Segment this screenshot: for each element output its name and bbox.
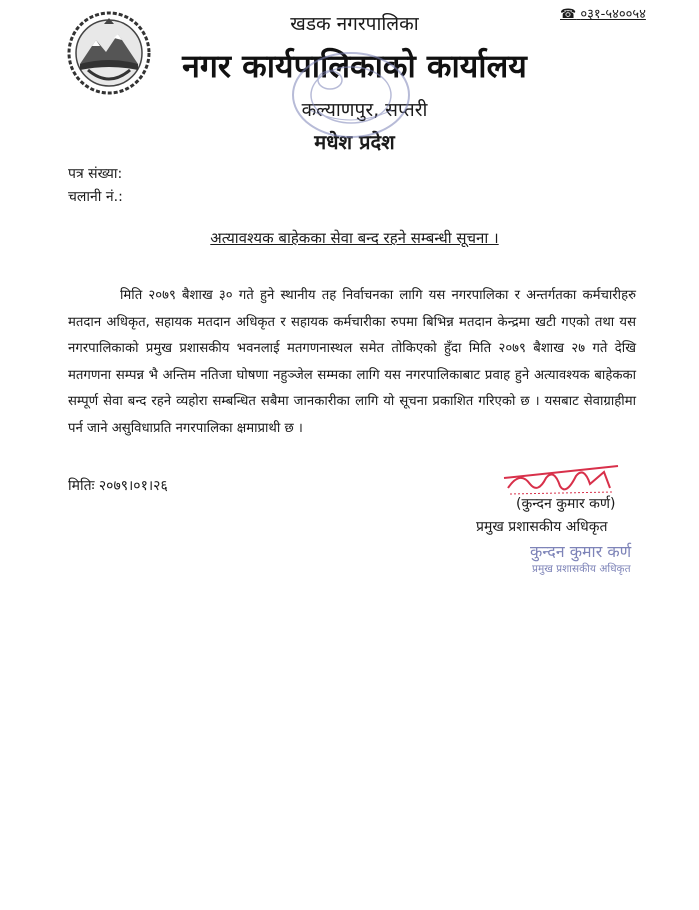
office-seal-icon: [290, 50, 412, 140]
phone-icon: ☎: [560, 7, 577, 22]
office-location: कल्याणपुर, सप्तरी: [301, 99, 428, 121]
notice-subject: अत्यावश्यक बाहेकका सेवा बन्द रहने सम्बन्धी सूचना ।: [210, 229, 499, 247]
municipality-name: खडक नगरपालिका: [290, 13, 419, 35]
letter-number-label: पत्र संख्या:: [68, 166, 123, 182]
name-stamp: कुन्दन कुमार कर्ण: [530, 542, 632, 561]
phone-number-text: ०३१-५४००५४: [580, 7, 646, 22]
signatory-title: प्रमुख प्रशासकीय अधिकृत: [476, 519, 608, 535]
notice-body: मिति २०७९ बैशाख ३० गते हुने स्थानीय तह निर्वाचनका लागि यस नगरपालिका र अन्तर्गतका कर्मचारीहरु मतदान अधिकृत, सहायक मतदान अधिकृत र सहायक कर्मचारीका रुपमा बिभिन्न मतदान केन्द्रमा खटी गएको तथा यस नगरपालिकाको प्रमुख प्रशासकीय भवनलाई मतगणनास्थल समेत तोकिएको हुँदा मिति २०७९ बैशाख २७ गते देखि मतगणना सम्पन्न भै अन्तिम नतिजा घोषणा नहुञ्जेल सम्मका लागि यस नगरपालिकाबाट प्रवाह हुने अत्यावश्यक बाहेकका सम्पूर्ण सेवा बन्द रहने व्यहोरा सम्बन्धित सबैमा जानकारीका लागि यो सूचना प्रकाशित गरिएको छ । यसबाट सेवाग्राहीमा पर्न जाने असुविधाप्रति नगरपालिका क्षमाप्राथी छ ।: [68, 288, 636, 436]
notice-date: मितिः २०७९।०१।२६: [68, 478, 168, 494]
office-title: नगर कार्यपालिकाको कार्यालय: [182, 47, 527, 85]
dispatch-number-label: चलानी नं.:: [68, 189, 123, 205]
province-name: मधेश प्रदेश: [314, 130, 395, 154]
signatory-name: (कुन्दन कुमार कर्ण): [516, 496, 616, 512]
title-stamp: प्रमुख प्रशासकीय अधिकृत: [532, 563, 631, 575]
